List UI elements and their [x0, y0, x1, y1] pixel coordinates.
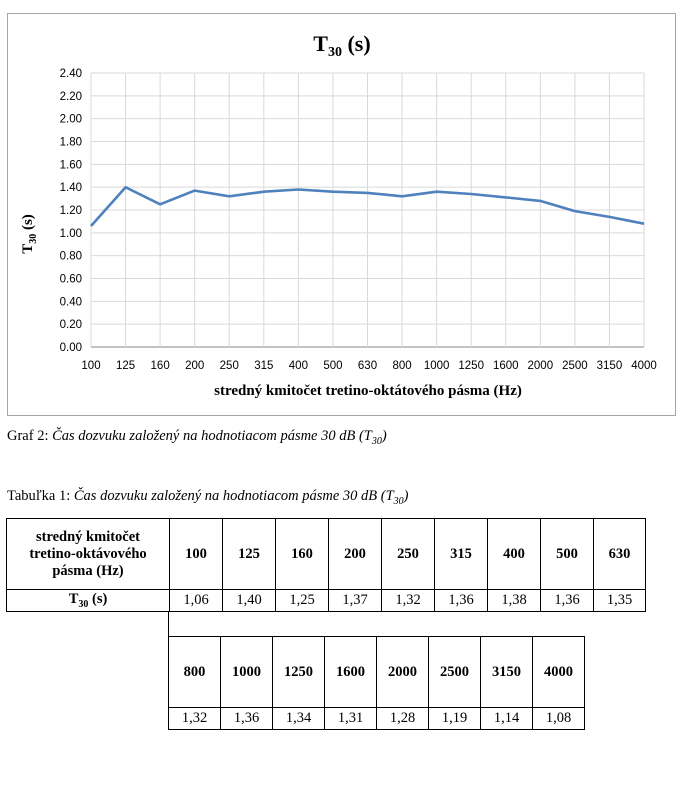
graph-caption-text: Čas dozvuku založený na hodnotiacom pásme 30 dB $(T_{30})$	[52, 428, 387, 447]
x-tick-label: 4000	[631, 360, 657, 372]
table-freq-cell: 250	[382, 519, 435, 590]
x-tick-label: 3150	[596, 360, 623, 372]
x-tick-label: 2000	[527, 360, 554, 372]
x-tick-label: 1250	[458, 360, 484, 372]
x-tick-label: 2500	[562, 360, 588, 372]
x-tick-label: 160	[150, 360, 170, 372]
x-tick-labels	[81, 360, 656, 372]
table-value-cell: 1,06	[170, 590, 223, 612]
table-value-cell: 1,36	[221, 708, 273, 730]
table-value-row	[7, 590, 646, 612]
x-axis-label: stredný kmitočet tretino-oktátového pásma (Hz)	[214, 383, 522, 399]
table-value-cell: 1,36	[435, 590, 488, 612]
table-header-label: stredný kmitočet tretino-oktávového pásma (Hz)	[7, 519, 170, 590]
table-freq-cell: 3150	[481, 637, 533, 708]
y-tick-label: 0.80	[59, 250, 82, 263]
table-freq-cell: 4000	[533, 637, 585, 708]
table-freq-cell: 800	[169, 637, 221, 708]
table-left-border-gap	[168, 611, 169, 636]
table-value-cell: 1,19	[429, 708, 481, 730]
table-freq-cell: 160	[276, 519, 329, 590]
data-table-part-2	[168, 636, 585, 730]
y-tick-label: 2.00	[59, 113, 82, 126]
table-freq-cell: 1250	[273, 637, 325, 708]
x-tick-label: 125	[115, 360, 136, 372]
table-value-cell: 1,37	[329, 590, 382, 612]
table2-value-row	[169, 708, 585, 730]
y-tick-label: 1.00	[59, 227, 82, 240]
table-value-cell: 1,28	[377, 708, 429, 730]
table-freq-cell: 125	[223, 519, 276, 590]
graph-caption: Graf 2: Čas dozvuku založený na hodnotiacom pásme 30 dB $(T_{30})$	[7, 428, 387, 447]
table-value-cell: 1,38	[488, 590, 541, 612]
y-axis-label: $T_{30}$ (s)	[20, 214, 39, 254]
table-freq-cell: 100	[170, 519, 223, 590]
chart-title: $T_{30}$ (s)	[313, 31, 371, 60]
x-tick-label: 800	[392, 360, 412, 372]
x-tick-label: 250	[219, 360, 239, 372]
x-tick-label: 630	[357, 360, 378, 372]
y-tick-label: 0.60	[59, 273, 82, 286]
table-freq-cell: 200	[329, 519, 382, 590]
x-tick-label: 100	[81, 360, 101, 372]
table-value-cell: 1,35	[594, 590, 646, 612]
table-freq-cell: 1600	[325, 637, 377, 708]
table-freq-cell: 630	[594, 519, 646, 590]
table-header-row	[7, 519, 646, 590]
table-value-cell: 1,40	[223, 590, 276, 612]
y-tick-label: 1.60	[59, 159, 82, 172]
grid-lines	[91, 73, 644, 347]
table-value-cell: 1,32	[169, 708, 221, 730]
table-value-cell: 1,14	[481, 708, 533, 730]
x-tick-label: 1000	[423, 360, 450, 372]
x-tick-label: 1600	[492, 360, 519, 372]
table-row-label: $T_{30}$ (s)	[7, 590, 170, 612]
y-tick-label: 0.40	[59, 296, 82, 309]
y-tick-label: 2.20	[59, 90, 82, 103]
y-tick-label: 0.20	[59, 319, 82, 332]
chart-svg	[8, 14, 675, 415]
table-caption: Tabuľka 1: Čas dozvuku založený na hodnotiacom pásme 30 dB $(T_{30})$	[7, 488, 409, 507]
y-tick-label: 1.20	[59, 205, 82, 217]
table-freq-cell: 2000	[377, 637, 429, 708]
table-value-cell: 1,34	[273, 708, 325, 730]
table-freq-cell: 315	[435, 519, 488, 590]
y-tick-labels	[60, 68, 82, 354]
data-table-part-1	[6, 518, 646, 612]
x-tick-label: 200	[185, 360, 205, 372]
table-caption-text: Čas dozvuku založený na hodnotiacom pásme 30 dB $(T_{30})$	[73, 488, 409, 507]
table-value-cell: 1,08	[533, 708, 585, 730]
table-value-cell: 1,25	[276, 590, 329, 612]
x-tick-label: 400	[288, 360, 308, 372]
chart-frame	[7, 13, 676, 416]
table-freq-cell: 2500	[429, 637, 481, 708]
table-freq-cell: 1000	[221, 637, 273, 708]
y-tick-label: 1.80	[59, 136, 82, 149]
y-tick-label: 1.40	[59, 182, 82, 195]
y-tick-label: 2.40	[59, 68, 82, 80]
table-value-cell: 1,31	[325, 708, 377, 730]
y-tick-label: 0.00	[59, 342, 82, 354]
table-value-cell: 1,36	[541, 590, 594, 612]
table-value-cell: 1,32	[382, 590, 435, 612]
table2-header-row	[169, 637, 585, 708]
table-freq-cell: 400	[488, 519, 541, 590]
table-freq-cell: 500	[541, 519, 594, 590]
x-tick-label: 500	[323, 360, 343, 372]
x-tick-label: 315	[254, 360, 274, 372]
